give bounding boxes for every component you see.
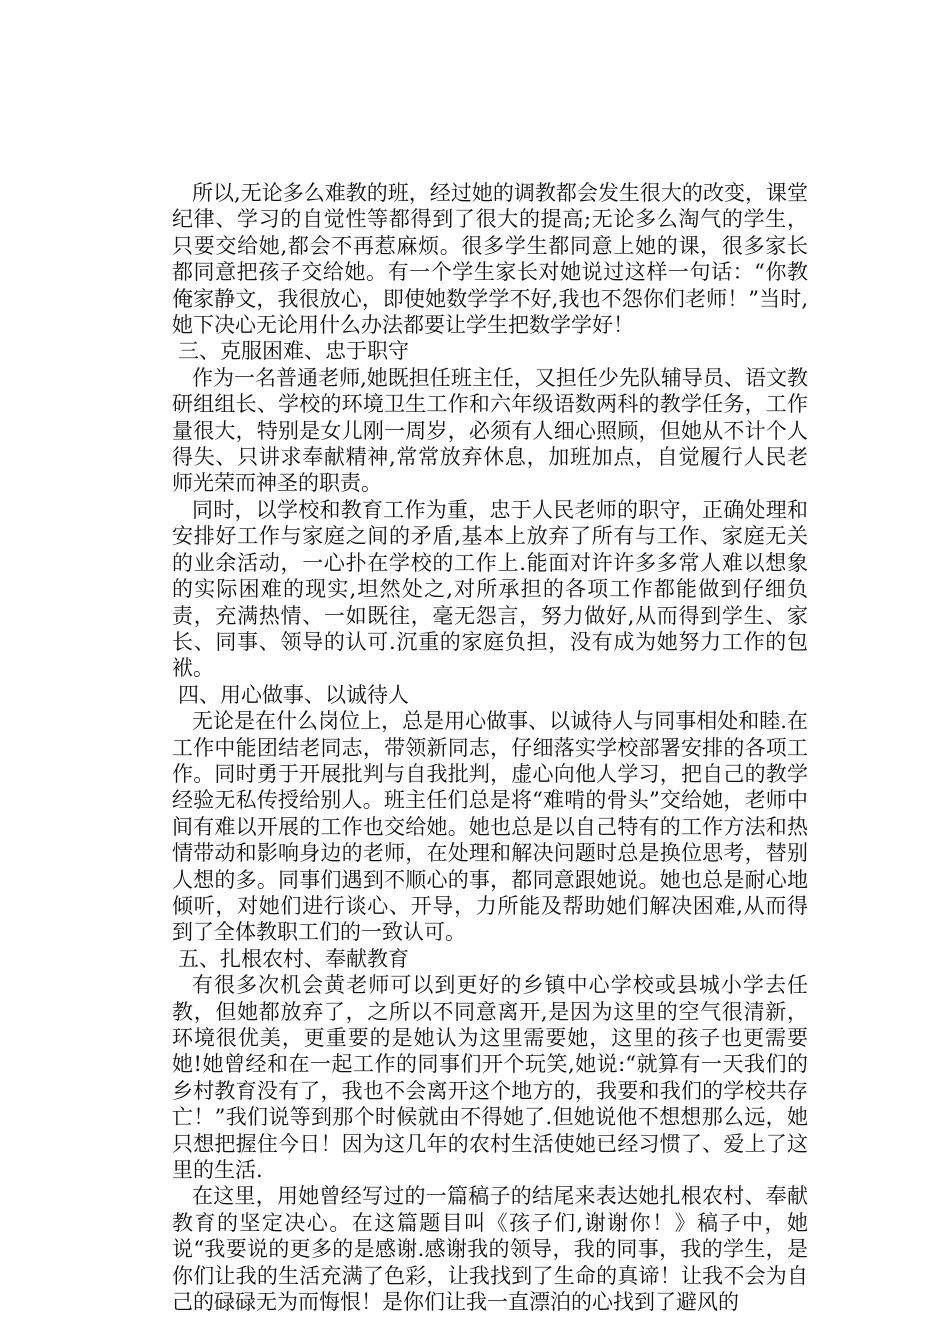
section-heading-4: 四、用心做事、以诚待人 (178, 682, 409, 707)
paragraph-1: 所以,无论多么难教的班，经过她的调教都会发生很大的改变，课堂纪律、学习的自觉性等都得到了很大的提高;无论多么淘气的学生，只要交给她,都会不再惹麻烦。很多学生都同意上她的课，很多家长都同意把孩子交给她。有一个学生家长对她说过这样一句话：“你教俺家静文，我很放心，即使她数学学不好,我也不怨你们老师！”当时,她下决心无论用什么办法都要让学生把数学学好！ (172, 181, 808, 338)
section-heading-5: 五、扎根农村、奉献教育 (178, 946, 409, 971)
paragraph-2: 作为一名普通老师,她既担任班主任，又担任少先队辅导员、语文教研组组长、学校的环境卫生工作和六年级语数两科的教学任务，工作量很大，特别是女儿刚一周岁，必须有人细心照顾，但她从不计个人得失、只讲求奉献精神,常常放弃休息，加班加点，自觉履行人民老师光荣而神圣的职责。 (172, 365, 808, 496)
paragraph-4: 无论是在什么岗位上，总是用心做事、以诚待人与同事相处和睦.在工作中能团结老同志，带领新同志，仔细落实学校部署安排的各项工作。同时勇于开展批判与自我批判，虚心向他人学习，把自己的教学经验无私传授给别人。班主任们总是将“难啃的骨头”交给她，老师中间有难以开展的工作也交给她。她也总是以自己特有的工作方法和热情带动和影响身边的老师，在处理和解决问题时总是换位思考，替别人想的多。同事们遇到不顺心的事，都同意跟她说。她也总是耐心地倾听，对她们进行谈心、开导，力所能及帮助她们解决困难,从而得到了全体教职工们的一致认可。 (172, 709, 808, 945)
paragraph-5: 有很多次机会黄老师可以到更好的乡镇中心学校或县城小学去任教，但她都放弃了，之所以不同意离开,是因为这里的空气很清新，环境很优美，更重要的是她认为这里需要她，这里的孩子也更需要她!她曾经和在一起工作的同事们开个玩笑,她说:“就算有一天我们的乡村教育没有了，我也不会离开这个地方的，我要和我们的学校共存亡！”我们说等到那个时候就由不得她了.但她说他不想想那么远，她只想把握住今日！因为这几年的农村生活使她已经习惯了、爱上了这里的生活. (172, 973, 808, 1183)
paragraph-6: 在这里，用她曾经写过的一篇稿子的结尾来表达她扎根农村、奉献教育的坚定决心。在这篇题目叫《孩子们,谢谢你！》稿子中，她说“我要说的更多的是感谢.感谢我的领导，我的同事，我的学生，是你们让我的生活充满了色彩，让我找到了生命的真谛！让我不会为自己的碌碌无为而悔恨！是你们让我一直漂泊的心找到了避风的 (172, 1184, 808, 1315)
paragraph-3: 同时，以学校和教育工作为重，忠于人民老师的职守，正确处理和安排好工作与家庭之间的矛盾,基本上放弃了所有与工作、家庭无关的业余活动，一心扑在学校的工作上.能面对许许多多常人难以想象的实际困难的现实,坦然处之,对所承担的各项工作都能做到仔细负责，充满热情、一如既往，毫无怨言，努力做好,从而得到学生、家长、同事、领导的认可.沉重的家庭负担，没有成为她努力工作的包袱。 (172, 497, 808, 681)
section-heading-3: 三、克服困难、忠于职守 (178, 339, 409, 364)
document-body (172, 180, 808, 1315)
